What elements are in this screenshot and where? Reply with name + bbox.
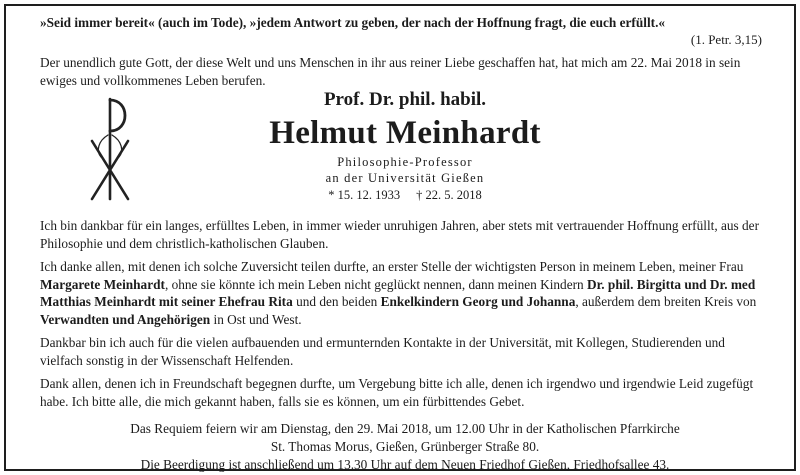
burial-info: Die Beerdigung ist anschließend um 13.30 Uhr auf dem Neuen Friedhof Gießen, Friedhofsallee 43.	[140, 457, 670, 472]
requiem-line-1: Das Requiem feiern wir am Dienstag, den 29. Mai 2018, um 12.00 Uhr in der Katholischen Pfarrkirche	[130, 421, 680, 436]
intro-paragraph: Der unendlich gute Gott, der diese Welt und uns Menschen in ihr aus reiner Liebe geschaffen hat, hat mich am 22. Mai 2018 in sein ewiges und vollkommenes Leben berufen.	[40, 55, 741, 88]
academic-title: Prof. Dr. phil. habil.	[323, 89, 487, 110]
children-names: Dr. phil. Birgitta und Dr. med Matthias Meinhardt mit seiner Ehefrau Rita	[40, 276, 756, 309]
spouse-name: Margarete Meinhardt	[40, 276, 165, 292]
relatives: Verwandten und Angehörigen	[40, 311, 211, 327]
grandchildren-names: Enkelkindern Georg und Johanna	[380, 294, 576, 309]
requiem-line-2: St. Thomas Morus, Gießen, Grünberger Straße 80.	[270, 439, 540, 454]
death-date: † 22. 5. 2018	[416, 188, 482, 202]
obituary-frame	[4, 4, 796, 471]
bible-reference: (1. Petr. 3,15)	[690, 32, 762, 47]
role-line-2: an der Universität Gießen	[325, 171, 485, 185]
obituary-content	[40, 14, 770, 474]
name-block	[40, 89, 770, 217]
role-line-1: Philosophie-Professor	[337, 155, 473, 169]
bible-quote: »Seid immer bereit« (auch im Tode), »jedem Antwort zu geben, der nach der Hoffnung fragt, die euch erfüllt.«	[40, 15, 666, 30]
university-paragraph: Dankbar bin ich auch für die vielen aufbauenden und ermunternden Kontakte in der Universität, mit Kollegen, Studierenden und vielfach sonstig in der Wissenschaft Helfenden.	[40, 335, 725, 368]
friendship-paragraph: Dank allen, denen ich in Freundschaft begegnen durfte, um Vergebung bitte ich alle, denen ich irgendwo und irgendwie Leid zugefügt habe. Ich bitte alle, die mich gekannt haben, falls sie es können, um ein fürbittendes Gebet.	[40, 376, 754, 409]
life-dates	[40, 188, 770, 203]
gratitude-paragraph: Ich bin dankbar für ein langes, erfülltes Leben, in immer wieder unruhigen Jahren, aber stets mit vertrauender Hoffnung erfüllt, aus der Philosophie und dem christlich-katholischen Glauben.	[40, 218, 760, 251]
deceased-name: Helmut Meinhardt	[269, 115, 541, 151]
birth-date: * 15. 12. 1933	[328, 188, 401, 202]
thanks-family-paragraph: Ich danke allen, mit denen ich solche Zuversicht teilen durfte, an erster Stelle der wichtigsten Person in meinem Leben, meiner Frau Margarete Meinhardt, ohne sie könnte ich mein Leben nicht geglückt nennen, dann meinen Kindern Dr. phil. Birgitta und Dr. med Matthias Meinhardt mit seiner Ehefrau Rita und den beiden Enkelkindern Georg und Johanna, außerdem dem breiten Kreis von Verwandten und Angehörigen in Ost und West.	[40, 259, 757, 327]
